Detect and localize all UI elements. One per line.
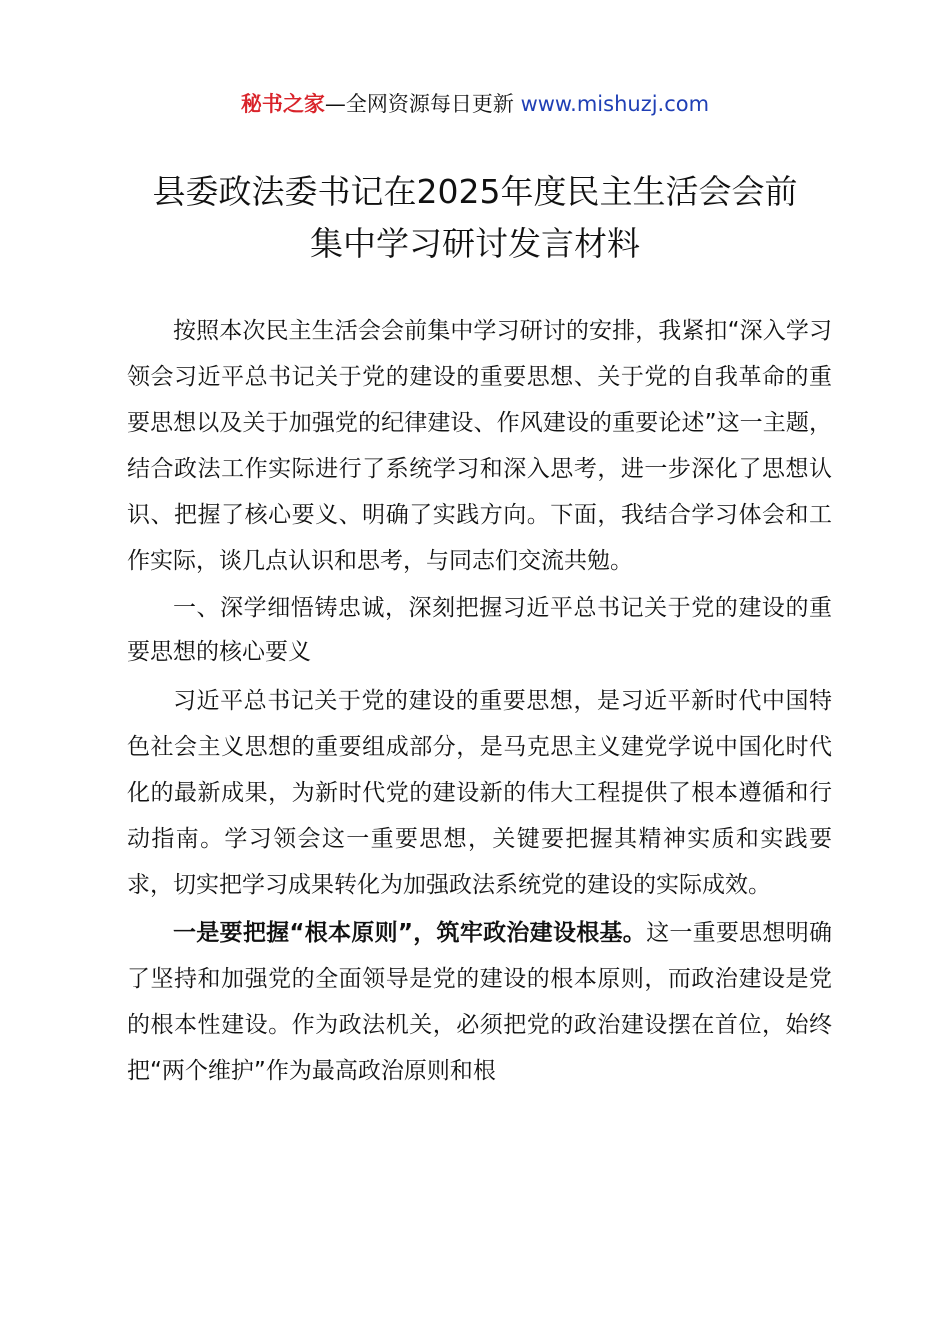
title-line-1: 县委政法委书记在2025年度民主生活会会前 (152, 172, 798, 211)
section-1-heading: 一、深学细悟铸忠诚，深刻把握习近平总书记关于党的建设的重要思想的核心要义 (127, 595, 832, 665)
intro-paragraph: 按照本次民主生活会会前集中学习研讨的安排，我紧扣“深入学习领会习近平总书记关于党的建设的重要思想、关于党的自我革命的重要思想以及关于加强党的纪律建设、作风建设的重要论述”这一主题，结合政法工作实际进行了系统学习和深入思考，进一步深化了思想认识、把握了核心要义、明确了实践方向。下面，我结合学习体会和工作实际，谈几点认识和思考，与同志们交流共勉。 (127, 318, 832, 574)
section-1-paragraph: 习近平总书记关于党的建设的重要思想，是习近平新时代中国特色社会主义思想的重要组成部分，是马克思主义建党学说中国化时代化的最新成果，为新时代党的建设新的伟大工程提供了根本遵循和行动指南。学习领会这一重要思想，关键要把握其精神实质和实践要求，切实把学习成果转化为加强政法系统党的建设的实际成效。 (127, 688, 832, 898)
point-1-paragraph (127, 910, 832, 1094)
title-line-2: 集中学习研讨发言材料 (310, 224, 640, 263)
header-tagline: —全网资源每日更新 (324, 92, 521, 116)
document-title (0, 166, 950, 270)
site-url-link[interactable]: www.mishuzj.com (520, 92, 710, 116)
brand-name: 秘书之家 (240, 92, 325, 116)
point-1-body: 这一重要思想明确了坚持和加强党的全面领导是党的建设的根本原则，而政治建设是党的根本性建设。作为政法机关，必须把党的政治建设摆在首位，始终把“两个维护”作为最高政治原则和根 (127, 920, 833, 1084)
point-1-lead: 一是要把握“根本原则”，筑牢政治建设根基。 (173, 920, 647, 946)
document-body (127, 308, 832, 1094)
site-header (0, 88, 950, 120)
